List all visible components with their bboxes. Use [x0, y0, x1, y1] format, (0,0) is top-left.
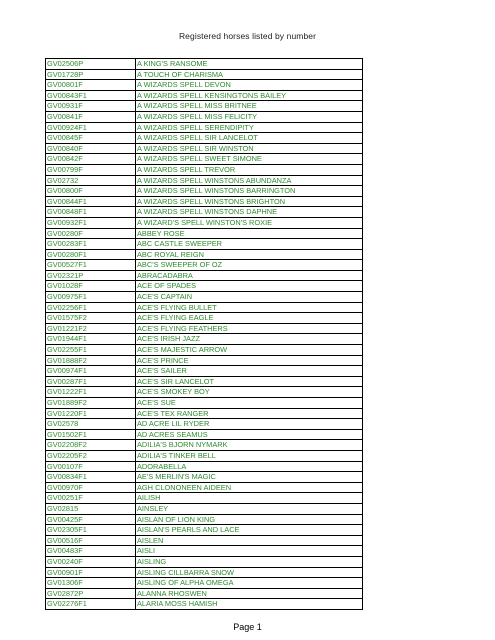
table-row: [46, 398, 363, 409]
registration-number-cell: GV00924F1: [46, 122, 136, 133]
table-row: [46, 239, 363, 250]
table-row: [46, 186, 363, 197]
horse-name-cell: ACE'S PRINCE: [136, 355, 363, 366]
registration-number-cell: GV00970F: [46, 482, 136, 493]
table-row: [46, 419, 363, 430]
horse-name-cell: ALARIA MOSS HAMISH: [136, 599, 363, 610]
registration-number-cell: GV00527F1: [46, 260, 136, 271]
horse-name-cell: AISLAN'S PEARLS AND LACE: [136, 525, 363, 536]
registration-number-cell: GV01502F1: [46, 429, 136, 440]
table-row: [46, 133, 363, 144]
registration-number-cell: GV02578: [46, 419, 136, 430]
table-row: [46, 493, 363, 504]
registration-number-cell: GV01220F1: [46, 408, 136, 419]
registration-number-cell: GV00845F: [46, 133, 136, 144]
registration-number-cell: GV00107F: [46, 461, 136, 472]
registration-number-cell: GV02815: [46, 503, 136, 514]
table-row: [46, 546, 363, 557]
table-row: [46, 503, 363, 514]
horse-name-cell: A WIZARDS SPELL SERENDIPITY: [136, 122, 363, 133]
horse-name-cell: ABC'S SWEEPER OF OZ: [136, 260, 363, 271]
table-row: [46, 376, 363, 387]
registration-number-cell: GV00251F: [46, 493, 136, 504]
horse-name-cell: ACE OF SPADES: [136, 281, 363, 292]
registration-number-cell: GV00287F1: [46, 376, 136, 387]
horse-registry-rows: [46, 59, 363, 610]
registration-number-cell: GV02732: [46, 175, 136, 186]
registration-number-cell: GV02276F1: [46, 599, 136, 610]
registration-number-cell: GV00841F: [46, 111, 136, 122]
table-row: [46, 440, 363, 451]
registration-number-cell: GV01222F1: [46, 387, 136, 398]
horse-name-cell: AISLING OF ALPHA OMEGA: [136, 578, 363, 589]
registration-number-cell: GV01728P: [46, 69, 136, 80]
registration-number-cell: GV00280F1: [46, 249, 136, 260]
horse-name-cell: AISLING CILLBARRA SNOW: [136, 567, 363, 578]
horse-registry-table: [45, 58, 363, 610]
registration-number-cell: GV00848F1: [46, 207, 136, 218]
table-row: [46, 334, 363, 345]
registration-number-cell: GV00516F: [46, 535, 136, 546]
registration-number-cell: GV00283F1: [46, 239, 136, 250]
table-row: [46, 111, 363, 122]
table-row: [46, 80, 363, 91]
table-row: [46, 482, 363, 493]
horse-name-cell: ACE'S SIR LANCELOT: [136, 376, 363, 387]
table-row: [46, 514, 363, 525]
table-row: [46, 578, 363, 589]
registration-number-cell: GV01944F1: [46, 334, 136, 345]
horse-name-cell: ACE'S FLYING FEATHERS: [136, 323, 363, 334]
horse-name-cell: ACE'S FLYING BULLET: [136, 302, 363, 313]
horse-name-cell: A WIZARDS SPELL SIR WINSTON: [136, 143, 363, 154]
horse-name-cell: ADORABELLA: [136, 461, 363, 472]
registration-number-cell: GV02205F2: [46, 450, 136, 461]
table-row: [46, 101, 363, 112]
registration-number-cell: GV02208F2: [46, 440, 136, 451]
registration-number-cell: GV00932F1: [46, 217, 136, 228]
table-row: [46, 260, 363, 271]
table-row: [46, 164, 363, 175]
table-row: [46, 567, 363, 578]
horse-name-cell: A WIZARDS SPELL DEVON: [136, 80, 363, 91]
table-row: [46, 556, 363, 567]
table-row: [46, 525, 363, 536]
registration-number-cell: GV00799F: [46, 164, 136, 175]
table-row: [46, 249, 363, 260]
horse-name-cell: ABRACADABRA: [136, 270, 363, 281]
horse-name-cell: ABC CASTLE SWEEPER: [136, 239, 363, 250]
horse-name-cell: A WIZARDS SPELL MISS BRITNEE: [136, 101, 363, 112]
horse-name-cell: ADILIA'S TINKER BELL: [136, 450, 363, 461]
table-row: [46, 366, 363, 377]
table-row: [46, 207, 363, 218]
horse-name-cell: ALANNA RHOSWEN: [136, 588, 363, 599]
horse-name-cell: AISLAN OF LION KING: [136, 514, 363, 525]
registration-number-cell: GV00842F: [46, 154, 136, 165]
registration-number-cell: GV00844F1: [46, 196, 136, 207]
horse-name-cell: ACE'S SAILER: [136, 366, 363, 377]
registration-number-cell: GV01889F2: [46, 398, 136, 409]
horse-name-cell: ACE'S MAJESTIC ARROW: [136, 345, 363, 356]
registration-number-cell: GV00280F: [46, 228, 136, 239]
table-row: [46, 355, 363, 366]
horse-name-cell: A WIZARDS SPELL SIR LANCELOT: [136, 133, 363, 144]
table-row: [46, 461, 363, 472]
table-row: [46, 217, 363, 228]
horse-name-cell: A WIZARDS SPELL MISS FELICITY: [136, 111, 363, 122]
registration-number-cell: GV02872P: [46, 588, 136, 599]
registration-number-cell: GV00843F1: [46, 90, 136, 101]
registration-number-cell: GV02506P: [46, 59, 136, 70]
horse-name-cell: AISLEN: [136, 535, 363, 546]
table-row: [46, 270, 363, 281]
registration-number-cell: GV00483F: [46, 546, 136, 557]
registration-number-cell: GV00425F: [46, 514, 136, 525]
horse-name-cell: A KING'S RANSOME: [136, 59, 363, 70]
table-row: [46, 313, 363, 324]
table-row: [46, 450, 363, 461]
horse-name-cell: A WIZARDS SPELL SWEET SIMONE: [136, 154, 363, 165]
horse-name-cell: AINSLEY: [136, 503, 363, 514]
table-row: [46, 323, 363, 334]
table-row: [46, 228, 363, 239]
horse-name-cell: ACE'S FLYING EAGLE: [136, 313, 363, 324]
registration-number-cell: GV02255F1: [46, 345, 136, 356]
horse-name-cell: AISLING: [136, 556, 363, 567]
table-row: [46, 588, 363, 599]
horse-name-cell: A WIZARDS SPELL WINSTONS ABUNDANZA: [136, 175, 363, 186]
table-row: [46, 175, 363, 186]
table-row: [46, 387, 363, 398]
table-row: [46, 90, 363, 101]
horse-name-cell: A WIZARDS SPELL KENSINGTONS BAILEY: [136, 90, 363, 101]
table-row: [46, 154, 363, 165]
horse-name-cell: AD ACRE LIL RYDER: [136, 419, 363, 430]
table-row: [46, 69, 363, 80]
registration-number-cell: GV00840F: [46, 143, 136, 154]
table-row: [46, 599, 363, 610]
horse-name-cell: ABBEY ROSE: [136, 228, 363, 239]
registration-number-cell: GV00834F1: [46, 472, 136, 483]
table-row: [46, 535, 363, 546]
registration-number-cell: GV01221F2: [46, 323, 136, 334]
horse-name-cell: ABC ROYAL REIGN: [136, 249, 363, 260]
horse-name-cell: AGH CLONONEEN AIDEEN: [136, 482, 363, 493]
horse-name-cell: A WIZARDS SPELL WINSTONS BARRINGTON: [136, 186, 363, 197]
table-row: [46, 59, 363, 70]
table-row: [46, 122, 363, 133]
horse-name-cell: ACE'S SUE: [136, 398, 363, 409]
horse-name-cell: ACE'S CAPTAIN: [136, 292, 363, 303]
horse-name-cell: A WIZARDS SPELL TREVOR: [136, 164, 363, 175]
registration-number-cell: GV01888F2: [46, 355, 136, 366]
horse-name-cell: A TOUCH OF CHARISMA: [136, 69, 363, 80]
registration-number-cell: GV00240F: [46, 556, 136, 567]
horse-name-cell: AD ACRES SEAMUS: [136, 429, 363, 440]
registration-number-cell: GV00931F: [46, 101, 136, 112]
table-row: [46, 472, 363, 483]
horse-name-cell: A WIZARDS SPELL WINSTONS BRIGHTON: [136, 196, 363, 207]
page-number: Page 1: [233, 622, 262, 632]
horse-name-cell: AE'S MERLIN'S MAGIC: [136, 472, 363, 483]
registration-number-cell: GV02321P: [46, 270, 136, 281]
registration-number-cell: GV00975F1: [46, 292, 136, 303]
horse-name-cell: ACE'S IRISH JAZZ: [136, 334, 363, 345]
horse-name-cell: AILISH: [136, 493, 363, 504]
page-title: Registered horses listed by number: [178, 31, 317, 41]
registration-number-cell: GV01575F2: [46, 313, 136, 324]
registration-number-cell: GV02256F1: [46, 302, 136, 313]
registration-number-cell: GV00801F: [46, 80, 136, 91]
registration-number-cell: GV02305F1: [46, 525, 136, 536]
horse-name-cell: A WIZARDS SPELL WINSTONS DAPHNE: [136, 207, 363, 218]
horse-name-cell: AISLI: [136, 546, 363, 557]
registration-number-cell: GV00800F: [46, 186, 136, 197]
horse-name-cell: ACE'S SMOKEY BOY: [136, 387, 363, 398]
registration-number-cell: GV01028F: [46, 281, 136, 292]
table-row: [46, 408, 363, 419]
registration-number-cell: GV01306F: [46, 578, 136, 589]
table-row: [46, 196, 363, 207]
table-row: [46, 281, 363, 292]
table-row: [46, 302, 363, 313]
table-row: [46, 429, 363, 440]
registration-number-cell: GV00901F: [46, 567, 136, 578]
table-row: [46, 345, 363, 356]
horse-name-cell: ACE'S TEX RANGER: [136, 408, 363, 419]
horse-name-cell: ADILIA'S BJORN NYMARK: [136, 440, 363, 451]
registration-number-cell: GV00974F1: [46, 366, 136, 377]
horse-name-cell: A WIZARD'S SPELL WINSTON'S ROXIE: [136, 217, 363, 228]
table-row: [46, 292, 363, 303]
table-row: [46, 143, 363, 154]
